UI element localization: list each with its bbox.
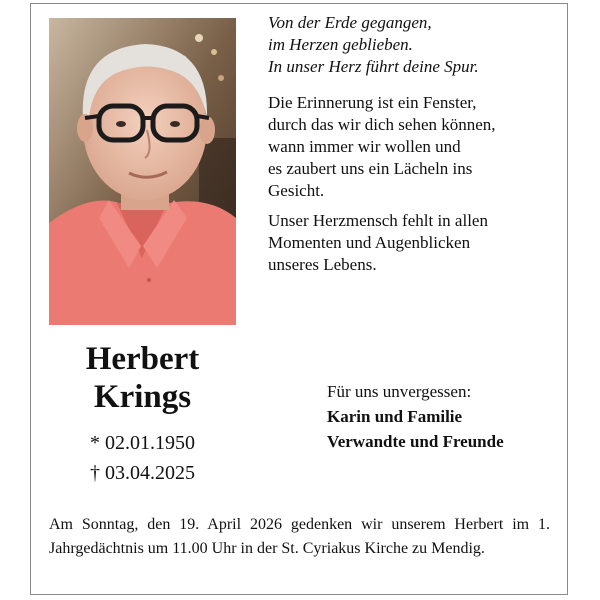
deceased-name [60, 340, 225, 416]
poem-line: es zaubert uns ein Lächeln ins [268, 159, 473, 178]
portrait-photo [49, 18, 236, 325]
poem-line: im Herzen geblieben. [268, 35, 413, 54]
death-date: † 03.04.2025 [90, 462, 195, 484]
mourners-family: Karin und Familie [327, 407, 463, 426]
poem-line: unseres Lebens. [268, 255, 377, 274]
poem-line: durch das wir dich sehen können, [268, 115, 496, 134]
mourners-lead: Für uns unvergessen: [327, 382, 472, 401]
poem-line: wann immer wir wollen und [268, 137, 461, 156]
memorial-notice: Am Sonntag, den 19. April 2026 gedenken wir unserem Herbert im 1. Jahrgedächtnis um 11.00 Uhr in der St. Cyriakus Kirche zu Mendig. [49, 516, 550, 557]
poem-line: Momenten und Augenblicken [268, 233, 471, 252]
last-name: Krings [93, 379, 192, 415]
poem-text [268, 12, 558, 284]
mourners-relatives: Verwandte und Freunde [327, 432, 504, 451]
mourners-block [327, 379, 562, 454]
poem-paragraph-2 [268, 210, 558, 276]
life-dates [60, 428, 225, 488]
poem-line: Unser Herzmensch fehlt in allen [268, 211, 488, 230]
first-name: Herbert [85, 341, 200, 377]
birth-date: * 02.01.1950 [90, 432, 195, 454]
poem-italic-verse [268, 12, 558, 78]
poem-line: Die Erinnerung ist ein Fenster, [268, 93, 477, 112]
poem-line: Von der Erde gegangen, [268, 13, 432, 32]
poem-line: Gesicht. [268, 181, 325, 200]
poem-line: In unser Herz führt deine Spur. [268, 57, 479, 76]
poem-paragraph-1 [268, 92, 558, 202]
